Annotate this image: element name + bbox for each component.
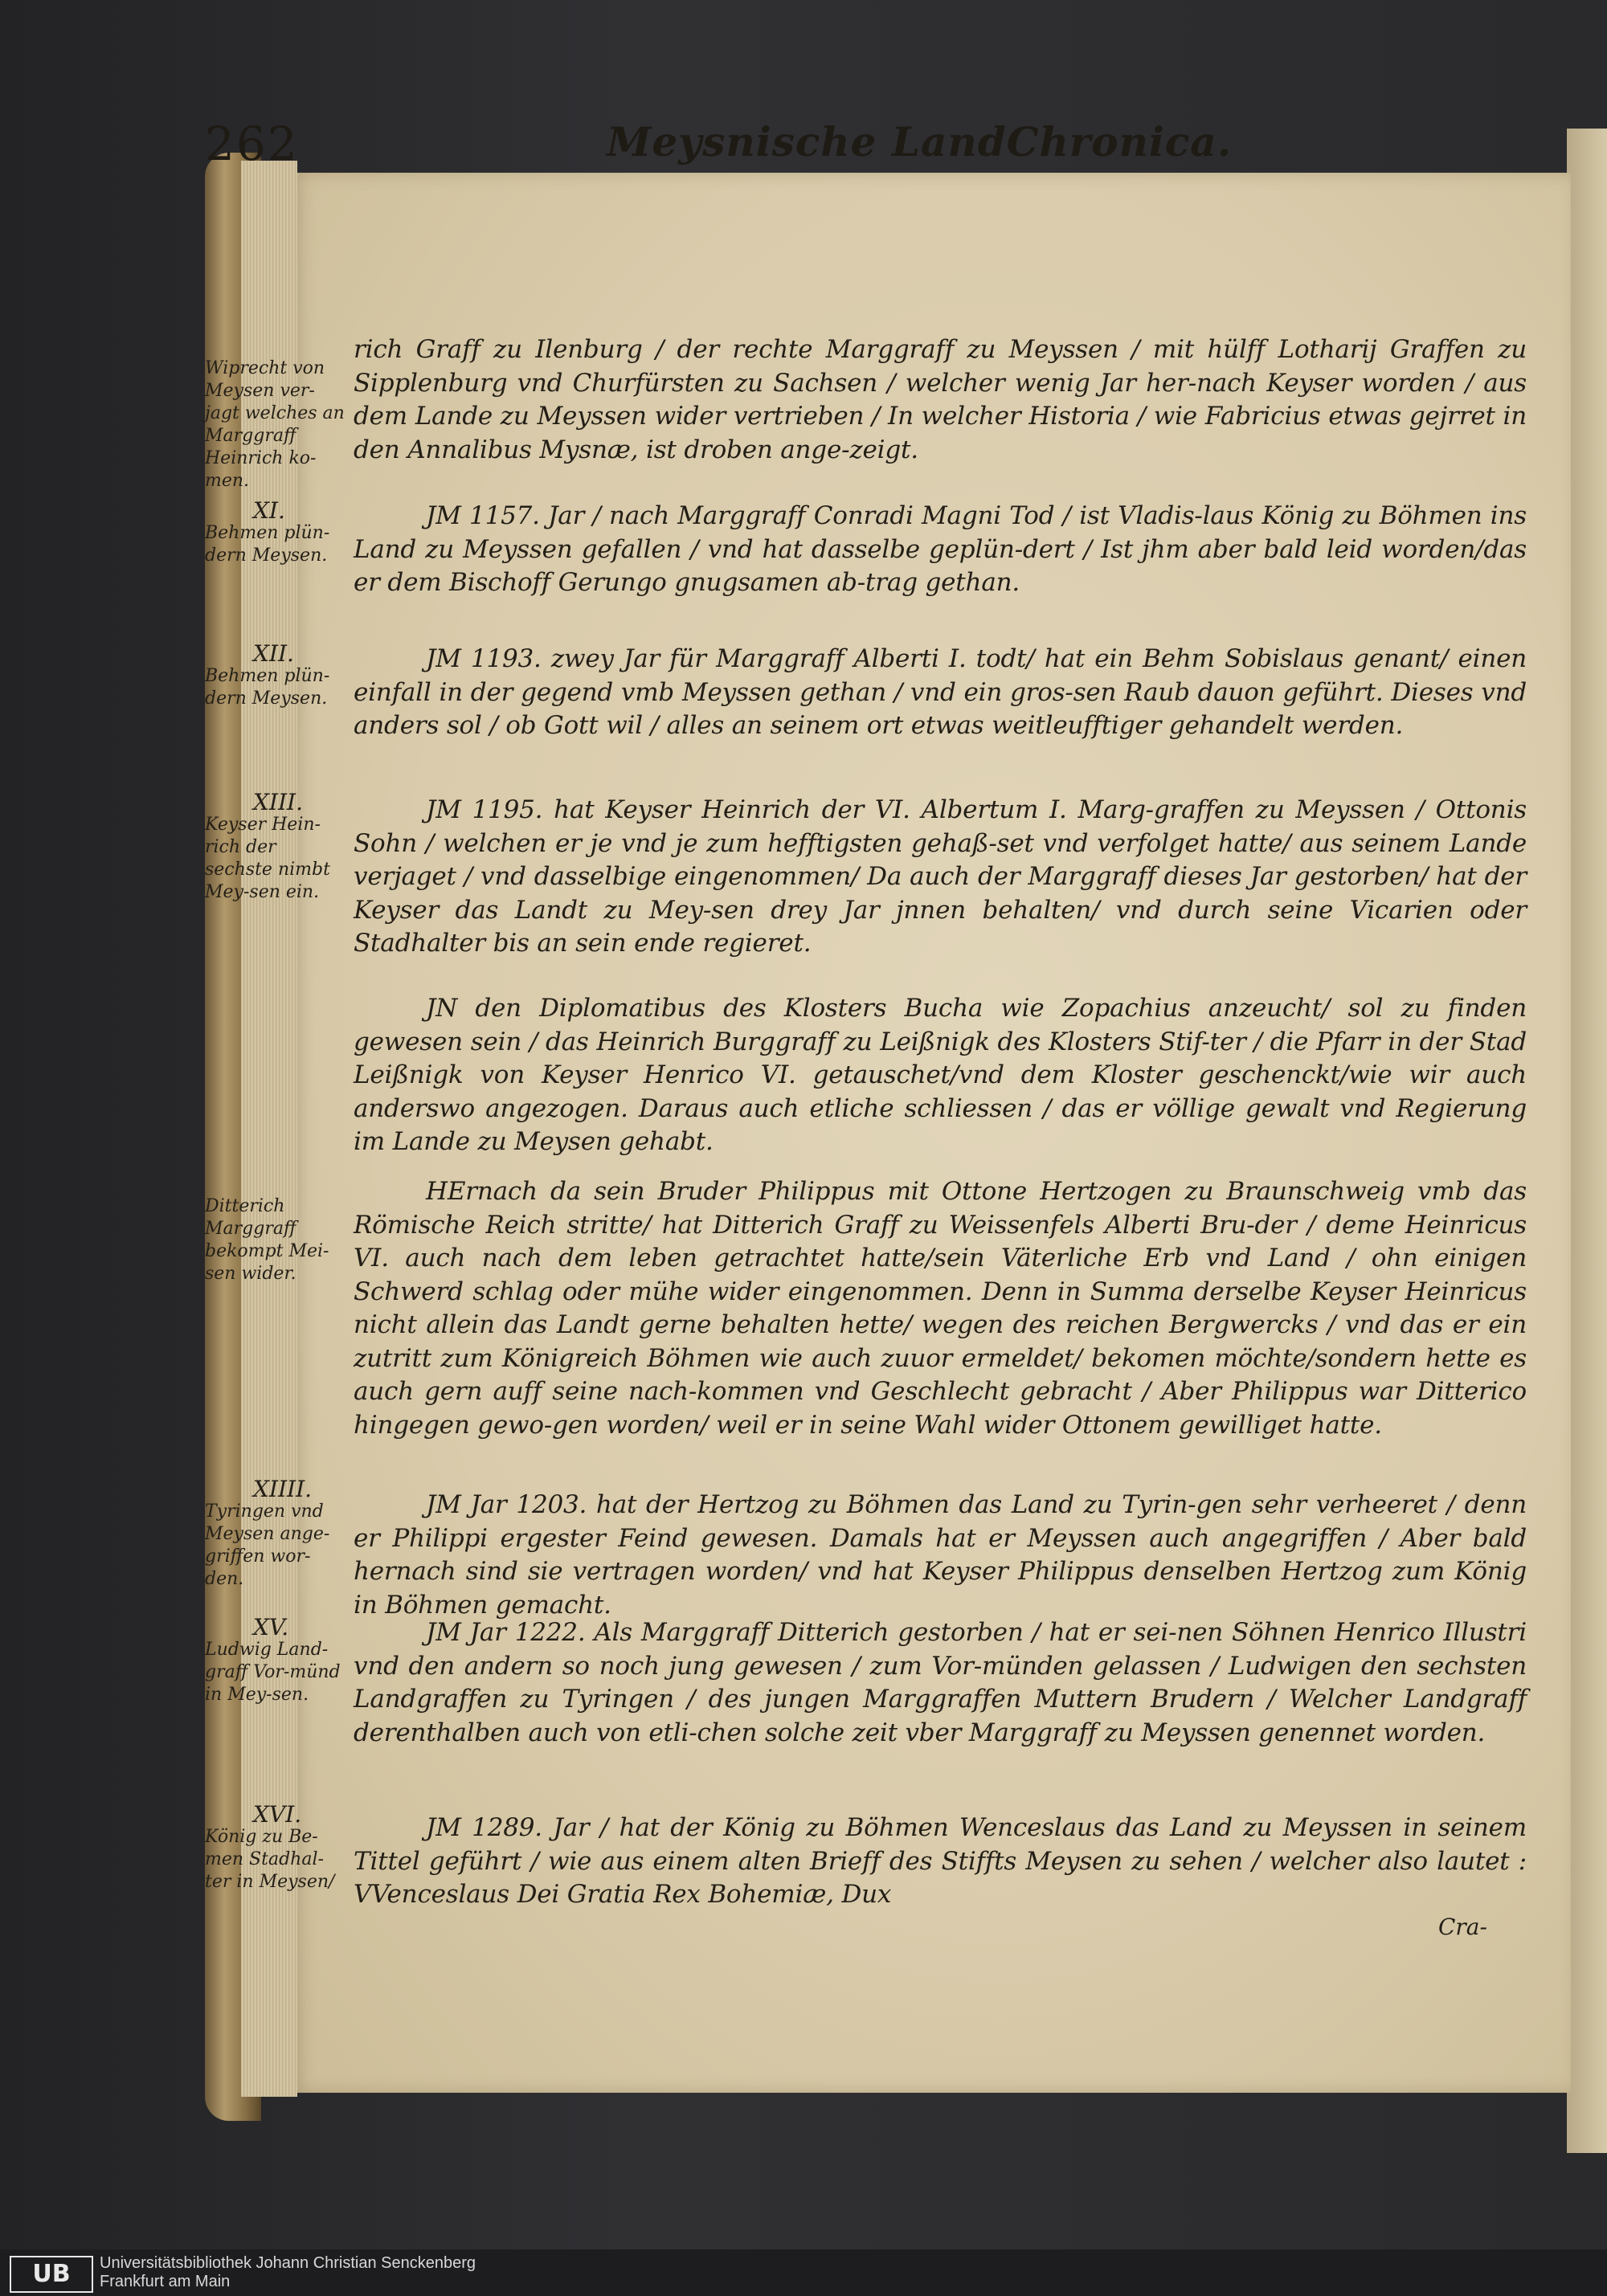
catchword: Cra- [1438,1914,1487,1940]
facing-page-edge [1567,129,1607,2153]
paragraph-xi: JM 1157. Jar / nach Marggraff Conradi Magni Tod / ist Vladis-laus König zu Böhmen ins Land zu Meyssen gefallen / vnd hat dasselbe geplün-dert / Ist jhm aber bald leid worden/das er dem Bischoff Gerungo gnugsamen ab-trag gethan. [354,501,1527,597]
margin-note-text: Keyser Hein-rich der sechste nimbt Mey-sen ein. [205,815,330,902]
margin-note-text: Ludwig Land-graff Vor-münd in Mey-sen. [205,1640,341,1705]
paragraph-diplomatibus: JN den Diplomatibus des Klosters Bucha wie Zopachius anzeucht/ sol zu finden gewesen sein / das Heinrich Burggraff zu Leißnigk des Klosters Stif-ter / die Pfarr in der Stad Leißnigk von Keyser Henrico VI. getauschet/vnd dem Kloster geschenckt/wie wir auch anderswo angezogen. Daraus auch etliche schliessen / das er völlige gewalt vnd Regierung im Lande zu Meysen gehabt. [354,994,1527,1156]
paragraph-xv: JM Jar 1222. Als Marggraff Ditterich gestorben / hat er sei-nen Söhnen Henrico Illustri vnd den andern so noch jung gewesen / zum Vor-münden gelassen / Ludwigen den sechsten Landgraffen zu Tyringen / des jungen Marggraffen Muttern Brudern / Welcher Landgraff derenthalben auch von etli-chen solche zeit vber Marggraff zu Meyssen genennet worden. [354,1618,1527,1747]
margin-note-text: Behmen plün-dern Meysen. [205,523,330,566]
margin-note-text: König zu Be-men Stadhal-ter in Meysen/ [205,1827,335,1892]
ub-logo-icon[interactable]: UB [10,2256,93,2293]
margin-note-xi [205,497,346,567]
margin-note-text: Behmen plün-dern Meysen. [205,666,330,709]
paragraph-1: rich Graff zu Ilenburg / der rechte Marggraff zu Meyssen / mit hülff Lotharij Graffen zu Sipplenburg vnd Churfürsten zu Sachsen / welcher wenig Jar her-nach Keyser worden / aus dem Lande zu Meyssen wider vertrieben / In welcher Historia / wie Fabricius etwas gejrret in den Annalibus Mysnæ, ist droben ange-zeigt. [354,335,1527,464]
margin-note-text: Ditterich Marggraff bekompt Mei-sen wider. [205,1196,329,1284]
margin-note-xiiii [205,1478,346,1591]
margin-note-xvi [205,1801,346,1894]
margin-note-1 [205,357,346,492]
margin-note-number: XV. [253,1614,289,1640]
paragraph-xiii: JM 1195. hat Keyser Heinrich der VI. Albertum I. Marg-graffen zu Meyssen / Ottonis Sohn / welchen er je vnd je zum hefftigsten gehaß-set vnd verfolget hatte/ aus seinem Lande verjaget / vnd dasselbige eingenommen/ Da auch der Marggraff dieses Jar gestorben/ hat der Keyser das Landt zu Mey-sen drey Jar jnnen behalten/ vnd durch seine Vicarien oder Stadhalter bis an sein ende regieret. [354,795,1527,958]
margin-note-text: Wiprecht von Meysen ver-jagt welches an Marggraff Heinrich ko-men. [205,358,345,491]
library-name: Universitätsbibliothek Johann Christian Senckenberg [100,2254,476,2272]
margin-note-number: XIIII. [253,1476,313,1502]
margin-note-text: Tyringen vnd Meysen ange-griffen wor-den. [205,1501,330,1589]
footer-bar [0,2249,1607,2296]
margin-note-number: XVI. [253,1801,302,1828]
running-title: Meysnische LandChronica. [607,118,1233,165]
margin-note-number: XI. [253,497,285,524]
paragraph-xii: JM 1193. zwey Jar für Marggraff Alberti I. todt/ hat ein Behm Sobislaus genant/ einen einfall in der gegend vmb Meyssen gethan / vnd ein gros-sen Raub dauon geführt. Dieses vnd anders sol / ob Gott wil / alles an seinem ort etwas weitleufftiger gehandelt werden. [354,644,1527,740]
margin-note-xiii [205,791,346,904]
margin-note-ditterich [205,1195,346,1285]
margin-note-xii [205,640,346,710]
paragraph-xiiii: JM Jar 1203. hat der Hertzog zu Böhmen das Land zu Tyrin-gen sehr verheeret / denn er Philippi ergester Feind gewesen. Damals hat er Meyssen auch angegriffen / Aber bald hernach sind sie vertragen worden/ vnd hat Keyser Philippus denselben Hertzog zum König in Böhmen gemacht. [354,1490,1527,1620]
margin-note-xv [205,1616,346,1706]
margin-note-number: XIII. [253,789,304,815]
library-city: Frankfurt am Main [100,2273,231,2290]
margin-note-number: XII. [253,640,294,667]
paragraph-xvi: JM 1289. Jar / hat der König zu Böhmen Wenceslaus das Land zu Meyssen in seinem Tittel geführt / wie aus einem alten Brieff des Stiffts Meysen zu sehen / welcher also lautet : VVenceslaus Dei Gratia Rex Bohemiæ, Dux [354,1813,1527,1909]
page-number: 262 [205,116,299,171]
page-header [205,116,1531,181]
paragraph-hernach: HErnach da sein Bruder Philippus mit Ottone Hertzogen zu Braunschweig vmb das Römische Reich stritte/ hat Ditterich Graff zu Weissenfels Alberti Bru-der / deme Heinricus VI. auch nach dem leben getrachtet hatte/sein Väterliche Erb vnd Land / ohn einigen Schwerd schlag oder mühe wider eingenommen. Denn in Summa derselbe Keyser Heinricus nicht allein das Landt gerne behalten hette/ wegen des reichen Bergwercks / vnd das er ein zutritt zum Königreich Böhmen wie auch zuuor ermeldet/ bekomen möchte/sondern hette es auch gern auff seine nach-kommen vnd Geschlecht gebracht / Aber Philippus war Ditterico hingegen gewo-gen worden/ weil er in seine Wahl wider Ottonem gewilliget hatte. [354,1177,1527,1440]
